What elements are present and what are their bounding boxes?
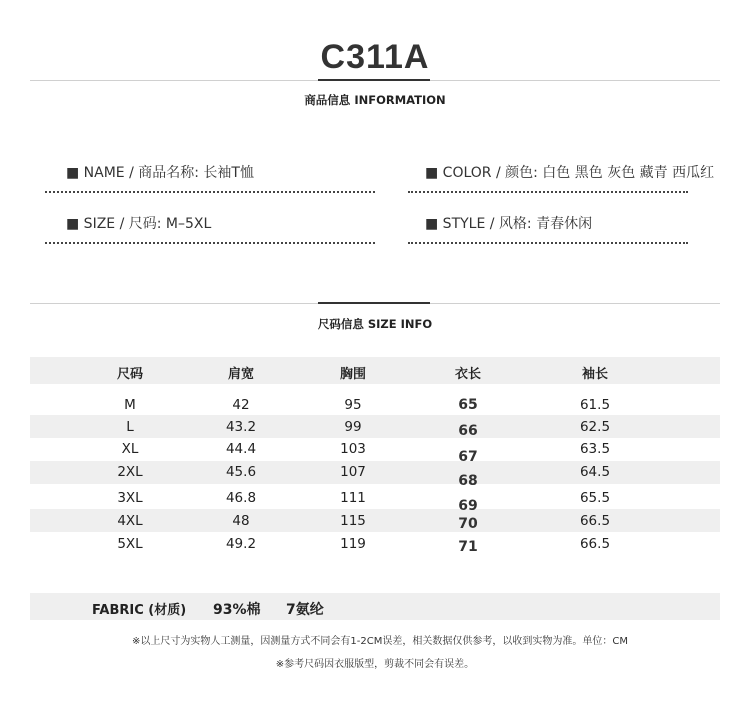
size-accent-line <box>318 302 430 304</box>
product-color-text: ■ COLOR / 颜色: 白色 黑色 灰色 藏青 西瓜红 <box>425 165 715 181</box>
cell-sleeve: 61.5 <box>579 397 611 413</box>
header-shoulder: 肩宽 <box>227 367 254 382</box>
product-style-row <box>425 213 592 233</box>
cell-size: 2XL <box>117 464 143 480</box>
product-name-row <box>66 162 254 182</box>
measurement-note: ※以上尺寸为实物人工测量，因测量方式不同会有1-2CM误差，相关数据仅供参考，以收到实物为准。单位：CM <box>132 636 628 647</box>
dotted-divider <box>408 191 688 193</box>
cell-shoulder: 44.4 <box>225 441 257 457</box>
header-sleeve: 袖长 <box>581 367 608 382</box>
cell-size: 3XL <box>117 490 143 506</box>
cell-chest: 115 <box>340 513 366 529</box>
dotted-divider <box>45 191 375 193</box>
cell-size: L <box>126 419 134 435</box>
cell-length: 66 <box>458 423 478 439</box>
header-chest: 胸围 <box>339 367 366 382</box>
cell-chest: 107 <box>340 464 366 480</box>
fabric-label: FABRIC (材质) <box>92 603 187 618</box>
header-accent-line <box>318 79 430 81</box>
cell-sleeve: 62.5 <box>579 419 611 435</box>
cell-size: 5XL <box>117 536 143 552</box>
dotted-divider <box>45 242 375 244</box>
dotted-divider <box>408 242 688 244</box>
cell-length: 71 <box>458 539 478 555</box>
fit-note: ※参考尺码因衣服版型，剪裁不同会有误差。 <box>275 659 475 670</box>
cell-chest: 99 <box>344 419 362 435</box>
product-style-text: ■ STYLE / 风格: 青春休闲 <box>425 216 593 232</box>
cell-shoulder: 48 <box>232 513 250 529</box>
cell-shoulder: 45.6 <box>225 464 257 480</box>
product-code: C311A <box>320 38 430 76</box>
cell-chest: 95 <box>344 397 362 413</box>
cell-shoulder: 42 <box>232 397 250 413</box>
cell-shoulder: 49.2 <box>225 536 257 552</box>
cell-sleeve: 63.5 <box>579 441 611 457</box>
cell-size: M <box>124 397 136 413</box>
cell-length: 65 <box>458 397 478 413</box>
cell-size: XL <box>121 441 139 457</box>
cell-sleeve: 64.5 <box>579 464 611 480</box>
product-name-text: ■ NAME / 商品名称: 长袖T恤 <box>66 165 254 181</box>
info-section-title: 商品信息 INFORMATION <box>304 93 446 107</box>
cell-length: 70 <box>458 516 478 532</box>
cell-chest: 111 <box>340 490 366 506</box>
product-color-row <box>425 162 714 182</box>
cell-chest: 103 <box>340 441 366 457</box>
product-size-text: ■ SIZE / 尺码: M–5XL <box>66 216 212 232</box>
cell-length: 69 <box>458 498 478 514</box>
cell-chest: 119 <box>340 536 366 552</box>
cell-sleeve: 66.5 <box>579 536 611 552</box>
header-length: 衣长 <box>454 367 481 382</box>
fabric-cotton: 93%棉 <box>213 602 261 618</box>
cell-length: 68 <box>458 473 478 489</box>
cell-sleeve: 65.5 <box>579 490 611 506</box>
product-size-row <box>66 213 211 233</box>
cell-sleeve: 66.5 <box>579 513 611 529</box>
cell-shoulder: 43.2 <box>225 419 257 435</box>
cell-shoulder: 46.8 <box>225 490 257 506</box>
cell-length: 67 <box>458 449 478 465</box>
cell-size: 4XL <box>117 513 143 529</box>
header-size: 尺码 <box>116 367 143 382</box>
fabric-spandex: 7氨纶 <box>286 602 324 618</box>
size-section-title: 尺码信息 SIZE INFO <box>317 317 433 331</box>
